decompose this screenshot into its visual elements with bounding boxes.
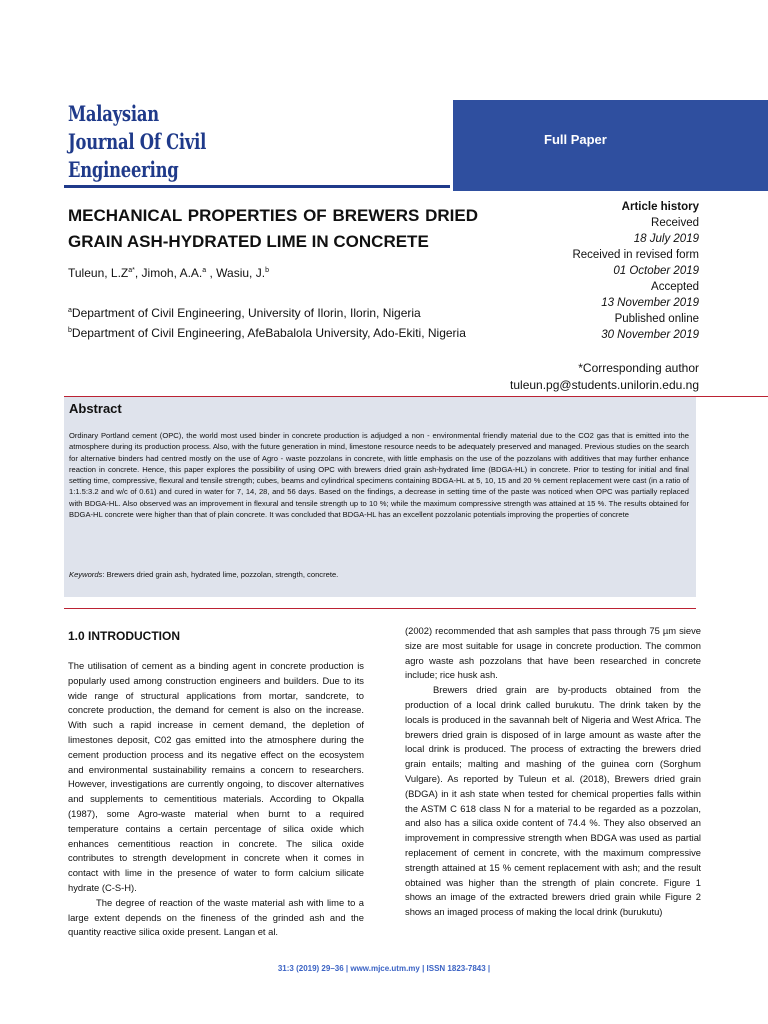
abstract-bottom-rule xyxy=(64,608,696,609)
received-date: 18 July 2019 xyxy=(633,233,699,245)
body-column-left xyxy=(68,659,364,940)
author-3-sup: b xyxy=(265,267,269,274)
journal-name-line-3: Engineering xyxy=(68,157,179,182)
abstract-heading: Abstract xyxy=(69,401,122,416)
published-date: 30 November 2019 xyxy=(601,329,699,341)
body-column-right xyxy=(405,624,701,920)
published-label: Published online xyxy=(614,313,699,325)
affiliation-a-text: Department of Civil Engineering, University of Ilorin, Ilorin, Nigeria xyxy=(71,306,421,320)
affiliation-b xyxy=(68,322,478,342)
header-rule xyxy=(64,185,450,188)
journal-name xyxy=(68,100,232,184)
paper-type-label: Full Paper xyxy=(544,132,607,147)
author-1-sup: a* xyxy=(128,267,135,274)
paper-title-line-2: GRAIN ASH-HYDRATED LIME IN CONCRETE xyxy=(68,232,429,251)
revised-date: 01 October 2019 xyxy=(613,265,699,277)
revised-label: Received in revised form xyxy=(572,249,699,261)
paragraph: Brewers dried grain are by-products obtained from the production of a local drink called burukutu. The drink taken by the locals is produced in the savannah belt of Nigeria and West Africa. The brewers dried grain is disposed of in large amount as waste after the local drink is produced. The process of extracting the brewers dried grain entails; malting and mashing of the guinea corn (Sorghum Vulgare). As reported by Tuleun et al. (2018), Brewers dried grain (BDGA) in it ash state when tested for chemical properties falls within the ASTM C 618 class N for a material to be regarded as a pozzolan, and also has a silica oxide content of 74.4 %. They also observed an improvement in compressive strength when BDGA was used as partial replacement of cement in concrete, with the maximum compressive strength attained at 15 % cement replacement with ash; and the result obtained was higher than the strength of plain concrete. Figure 1 shows an image of the extracted brewers dried grain while Figure 2 shows an imaged process of making the local drink (burukutu) xyxy=(405,684,701,918)
paper-title-line-1: MECHANICAL PROPERTIES OF BREWERS DRIED xyxy=(68,206,478,225)
history-heading: Article history xyxy=(621,201,699,213)
paragraph: The degree of reaction of the waste material ash with lime to a large extent depends on the fineness of the grinded ash and the quantity reactive silica oxide present. Langan et al. xyxy=(68,896,364,938)
keywords xyxy=(69,570,689,579)
abstract-text: Ordinary Portland cement (OPC), the world most used binder in concrete production is adjudged a non - environmental friendly material due to the CO2 gas that is emitted into the atmosphere during its production process. Also, with the future generation in mind, limestone resource needs to be adequately preserved and managed. Previous studies on the search for alternative binders had centred mostly on the use of Agro - waste pozzolans in concrete, with little emphasis on the use of the pozzolans with additives that may further enhance reaction in concrete. Hence, this paper explores the possibility of using OPC with brewers dried grain ash-hydrated lime (BDGA-HL) in concrete. Prior to testing for initial and final setting time, compressive, flexural and tensile strength; cubes, beams and cylindrical specimens containing BDGA-HL at 5, 10, 15 and 20 % cement replacement were cast (in a ratio of 1:1.5:3.2 and w/c of 0.61) and cured in water for 7, 14, 28, and 56 days. Based on the findings, a decrease in setting time of the paste was noticed when OPC was partially replaced with BDGA-HL. Also observed was an improvement in flexural and tensile strength up to 10 %; while the maximum compressive strength was attained at 15 %. The results obtained for BDGA-HL concrete were higher than that of plain concrete. It was concluded that BDGA-HL has an excellent pozzolanic potentials improving the properties of concrete xyxy=(69,431,689,520)
keywords-list: : Brewers dried grain ash, hydrated lime, pozzolan, strength, concrete. xyxy=(102,570,339,579)
authors xyxy=(68,266,269,280)
section-heading-introduction: 1.0 INTRODUCTION xyxy=(68,629,181,643)
article-history xyxy=(479,199,699,343)
corresponding-author xyxy=(510,360,699,394)
affiliation-b-sup: b xyxy=(68,327,72,334)
keywords-label: Keywords xyxy=(69,570,103,579)
paragraph: The utilisation of cement as a binding agent in concrete production is popularly used among construction engineers and builders. Due to its wide range of structural applications from mortar, sandcrete, to concrete production, the demand for cement is also on the increase. With such a rapid increase in cement demand, the depletion of limestones deposit, C02 gas emitted into the atmosphere during the cement production process and its negative effect on the ecosystem and environmental sustainability remains a concern to researchers. However, investigations are currently ongoing, to discover alternatives and supplements to cementitious materials. According to Okpalla (1987), some Agro-waste material when burnt to a required temperature contains a certain percentage of silica oxide which enhances cementitious reaction in concrete. The silica oxide contributes to strength development in concrete when it comes in contact with lime in the presence of water to form calcium silicate hydrate (C-S-H). xyxy=(68,660,364,893)
author-1: Tuleun, L.Z xyxy=(68,266,129,280)
paper-title xyxy=(68,203,478,255)
journal-name-line-2: Journal Of Civil xyxy=(68,129,207,154)
author-3: , Wasiu, J. xyxy=(206,266,266,280)
affiliation-a-sup: a xyxy=(68,307,72,314)
corresponding-email[interactable]: tuleun.pg@students.unilorin.edu.ng xyxy=(510,378,699,392)
accepted-label: Accepted xyxy=(651,281,699,293)
author-2: , Jimoh, A.A. xyxy=(134,266,203,280)
accepted-date: 13 November 2019 xyxy=(601,297,699,309)
received-label: Received xyxy=(651,217,699,229)
corresponding-label: *Corresponding author xyxy=(578,361,699,375)
author-2-sup: a xyxy=(202,267,207,274)
affiliations xyxy=(68,302,478,342)
journal-name-line-1: Malaysian xyxy=(68,101,159,126)
paper-type-banner xyxy=(453,100,768,191)
paragraph: (2002) recommended that ash samples that pass through 75 µm sieve size are most suitable for usage in concrete production. The common agro waste ash pozzolans that have been researched in concrete include; rice husk ash. xyxy=(405,625,701,681)
affiliation-b-text: Department of Civil Engineering, AfeBabalola University, Ado-Ekiti, Nigeria xyxy=(71,326,466,340)
affiliation-a xyxy=(68,302,478,322)
page-footer: 31:3 (2019) 29–36 | www.mjce.utm.my | ISSN 1823-7843 | xyxy=(277,964,491,973)
